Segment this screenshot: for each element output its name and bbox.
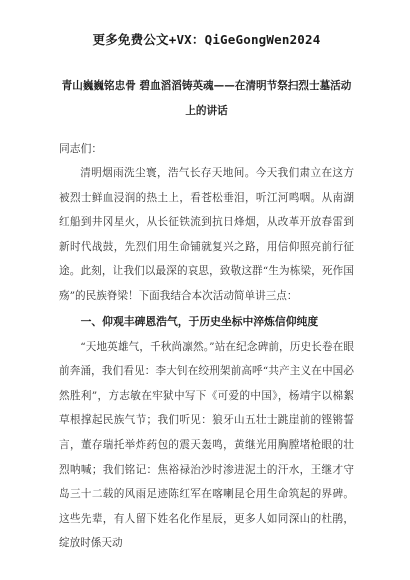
section-1-paragraph: “天地英雄气，千秋尚凛然。”站在纪念碑前，历史长卷在眼前奔涌，我们看见：李大钊在绞刑架前高呼“共产主义在中国必然胜利”，方志敏在牢狱中写下《可爱的中国》，杨靖宇以棉絮草根撑起民族气节；我们听见：狼牙山五壮士跳崖前的铿锵誓言，董存瑞托举炸药包的震天轰鸣，黄继光用胸膛堵枪眼的壮烈呐喊；我们铭记：焦裕禄治沙时渗进泥土的汗水，王继才守岛三十二载的风雨足迹陈红军在喀喇昆仑用生命筑起的界碑。这些先辈，有人留下姓名化作星辰，更多人如同深山的杜鹃，绽放时係天动: [59, 340, 354, 550]
salutation: 同志们：: [59, 142, 103, 155]
intro-paragraph: 清明烟雨洗尘寰，浩气长存天地间。今天我们肃立在这方被烈士鲜血浸润的热土上，看苍松垂泪，听江河鸣咽。从南湖红船到井冈星火，从长征铁流到抗日烽烟，从改革开放春雷到新时代战鼓，先烈们用生命铺就复兴之路，用信仰照亮前行征途。此刻，让我们以最深的哀思，致敬这群“生为栋梁，死作国殇”的民族脊梁！下面我结合本次活动简单讲三点：: [59, 167, 354, 302]
promo-header-note: 更多免费公文+VX：QiGeGongWen2024: [92, 32, 321, 47]
section-heading-1: 一、仰观丰碑恩浩气，于历史坐标中淬炼信仰纯度: [80, 314, 319, 328]
document-title: 青山巍巍铭忠骨 碧血滔滔铸英魂——在清明节祭扫烈士墓活动上的讲话: [61, 80, 352, 117]
